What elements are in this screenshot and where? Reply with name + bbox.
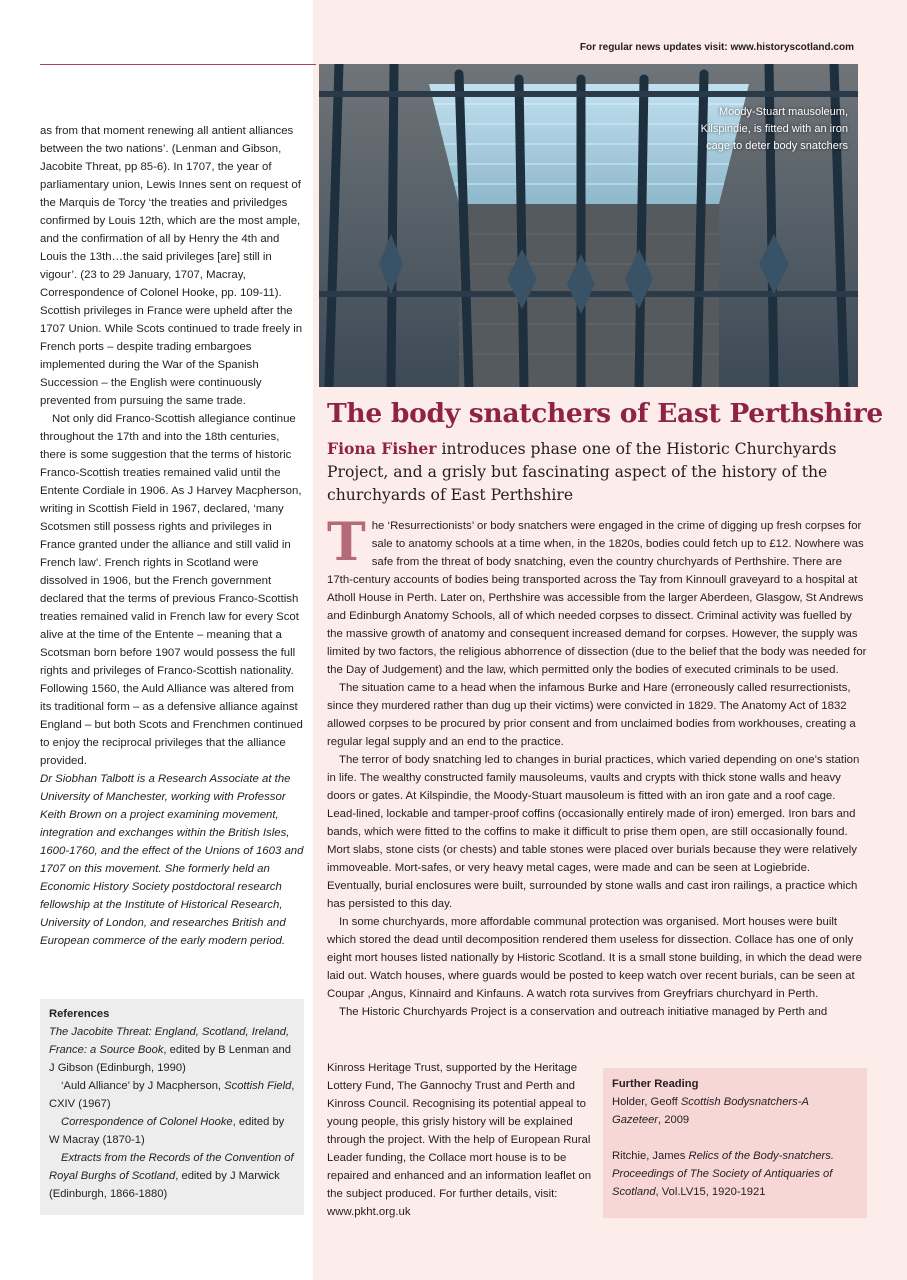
article-paragraph-1-text: he ‘Resurrectionists’ or body snatchers were engaged in the crime of digging up fresh corpses for sale to anatomy schools at a time when, in the 1820s, bodies could fetch up to £12. Nowhere was safe from the threat of body snatching, even the country churchyards of Perthshire. There are 17th-century accounts of bodies being transported across the Tay from Kinnoull graveyard to a hospital at Atholl House in Perth. Later on, Perthshire was accessible from the larger Aberdeen, Glasgow, St Andrews and Edinburgh Anatomy Schools, all of which needed corpses to dissect. Criminal activity was fuelled by the massive growth of anatomy and consequent increased demand for corpses. However, the supply was limited by two factors, the religious abhorrence of dissection (due to the belief that the body was needed for the Day of Judgement) and the law, which permitted only the bodies of executed criminals to be used.: [327, 520, 867, 676]
further-reading-spacer: [612, 1129, 858, 1147]
reference-2-author: ‘Auld Alliance’ by J Macpherson,: [61, 1080, 225, 1092]
article-title: The body snatchers of East Perthshire: [327, 398, 883, 429]
further-reading-heading: Further Reading: [612, 1078, 699, 1090]
further-reading-2: [612, 1147, 858, 1201]
mausoleum-iron-cage-photo: [319, 64, 858, 387]
reference-1-details: , edited by B Lenman and J Gibson (Edinburgh, 1990): [49, 1044, 291, 1074]
further-reading-box: [603, 1068, 867, 1218]
article-standfirst: [327, 437, 867, 507]
references-heading: References: [49, 1008, 110, 1020]
reference-2-details: , CXIV (1967): [49, 1080, 295, 1110]
author-bio: Dr Siobhan Talbott is a Research Associate at the University of Manchester, working with Professor Keith Brown on a project examining movement, integration and exchanges within the British Isles, 1600-1760, and the effect of the Unions of 1603 and 1707 on this movement. She formerly held an Economic History Society postdoctoral research fellowship at the Institute of Historical Research, University of London, and researches British and European commerce of the early modern period.: [40, 773, 304, 947]
article-body-continued: [327, 1059, 593, 1221]
further-reading-2-title: Relics of the Body-snatchers. Proceedings of The Society of Antiquaries of Scotland: [612, 1150, 834, 1198]
author-name: Fiona Fisher: [327, 439, 437, 458]
reference-4: [49, 1149, 295, 1203]
photo-caption: Moody-Stuart mausoleum, Kilspindie, is fitted with an iron cage to deter body snatchers: [700, 106, 848, 152]
references-box: [40, 999, 304, 1215]
article-paragraph-2: The situation came to a head when the infamous Burke and Hare (erroneously called resurrectionists, since they murdered rather than dug up their victims) were convicted in 1829. The Anatomy Act of 1832 allowed corpses to be procured by prior consent and from unclaimed bodies from workhouses, creating a regular legal supply and an end to the practice.: [327, 682, 856, 748]
article-paragraph-3: The terror of body snatching led to changes in burial practices, which varied depending on one’s station in life. The wealthy constructed family mausoleums, vaults and crypts with thick stone walls and heavy doors or gates. At Kilspindie, the Moody-Stuart mausoleum is fitted with an iron gate and a roof cage. Lead-lined, lockable and tamper-proof coffins (occasionally entirely made of iron) emerged. Iron bars and bands, which were fitted to the coffins to make it difficult to prise them open, are still occasionally found. Mort slabs, stone cists (or chests) and table stones were placed over burials because they were relatively immoveable. Mort-safes, or very heavy metal cages, were made and can be seen at Logiebride. Eventually, burial enclosures were built, surrounded by stone walls and cast iron railings, a practice which has persisted to this day.: [327, 754, 860, 910]
reference-2: [49, 1077, 295, 1113]
article-paragraph-4: In some churchyards, more affordable communal protection was organised. Mort houses were built which stored the dead until decomposition rendered them useless for dissection. Collace has one of only eight mort houses listed nationally by Historic Scotland. It is a small stone building, in which the dead were laid out. Watch houses, where guards would be posted to keep watch over recent burials, can be seen at Coupar ,Angus, Kinnaird and Kinfauns. A watch rota survives from Greyfriars churchyard in Perth.: [327, 916, 863, 1000]
reference-3-title: Correspondence of Colonel Hooke: [61, 1116, 233, 1128]
reference-3: [49, 1113, 295, 1149]
left-paragraph-2: Not only did Franco-Scottish allegiance continue throughout the 17th and into the 18th centuries, there is some suggestion that the terms of historic Franco-Scottish treaties remained valid until the Entente Cordiale in 1906. As J Harvey Macpherson, writing in Scottish Field in 1967, declared, ‘many Scotsmen still possess rights and privileges in France granted under the alliance and still valid in French law’. French rights in Scotland were dissolved in 1906, but the French government declared that the terms of previous Franco-Scottish treaties remained valid in French law for every Scot alive at the time of the Entente – meaning that a Scotsman born before 1907 would possess the full rights and privileges of Franco-Scottish nationality. Following 1560, the Auld Alliance was altered from its traditional form – as a defensive alliance against England – but both Scots and Frenchmen continued to enjoy the reciprocal privileges that the alliance provided.: [40, 413, 303, 767]
further-reading-2-details: , Vol.LV15, 1920-1921: [655, 1186, 766, 1198]
article-body: [327, 512, 867, 1021]
further-reading-1-title: Scottish Bodysnatchers-A Gazeteer: [612, 1096, 809, 1126]
reference-1: [49, 1023, 295, 1077]
reference-4-title: Extracts from the Records of the Convention of Royal Burghs of Scotland: [49, 1152, 294, 1182]
article-paragraph-1: [327, 512, 867, 679]
header-news-url: For regular news updates visit: www.historyscotland.com: [579, 42, 854, 53]
reference-2-title: Scottish Field: [224, 1080, 292, 1092]
reference-3-details: , edited by W Macray (1870-1): [49, 1116, 285, 1146]
reference-1-title: The Jacobite Threat: England, Scotland, Ireland, France: a Source Book: [49, 1026, 290, 1056]
article-paragraph-5-continued: Kinross Heritage Trust, supported by the Heritage Lottery Fund, The Gannochy Trust and Perth and Kinross Council. Recognising its potential appeal to young people, this grisly history will be explained through the project. With the help of European Rural Leader funding, the Collace mort house is to be repaired and enhanced and an information leaflet on the subject produced. For further details, visit: www.pkht.org.uk: [327, 1062, 592, 1218]
article-paragraph-5: The Historic Churchyards Project is a conservation and outreach initiative managed by Perth and: [339, 1006, 828, 1018]
further-reading-1-author: Holder, Geoff: [612, 1096, 681, 1108]
header-rule: [40, 64, 316, 65]
reference-4-details: , edited by J Marwick (Edinburgh, 1866-1880): [49, 1170, 280, 1200]
left-paragraph-1: as from that moment renewing all antient alliances between the two nations’. (Lenman and Gibson, Jacobite Threat, pp 85-6). In 1707, the year of parliamentary union, Lewis Innes sent on request of the Marquis de Torcy ‘the treaties and priviledges confirmed by Louis 12th, which are the most ample, and the confirmation of all by Henry the 4th and Louis the 13th…the said privileges [are] still in vigour’. (23 to 29 January, 1707, Macray, Correspondence of Colonel Hooke, pp. 109-11). Scottish privileges in France were upheld after the 1707 Union. While Scots continued to trade freely in French ports – despite trading embargoes implemented during the War of the Spanish Succession – the English were continuously prevented from pursuing the same trade.: [40, 125, 303, 407]
further-reading-1-details: , 2009: [658, 1114, 690, 1126]
further-reading-1: [612, 1093, 858, 1129]
drop-cap: T: [327, 512, 366, 573]
left-column-text: [40, 122, 304, 950]
standfirst-text: introduces phase one of the Historic Churchyards Project, and a grisly but fascinating aspect of the history of the churchyards of East Perthshire: [327, 440, 837, 504]
further-reading-2-author: Ritchie, James: [612, 1150, 689, 1162]
